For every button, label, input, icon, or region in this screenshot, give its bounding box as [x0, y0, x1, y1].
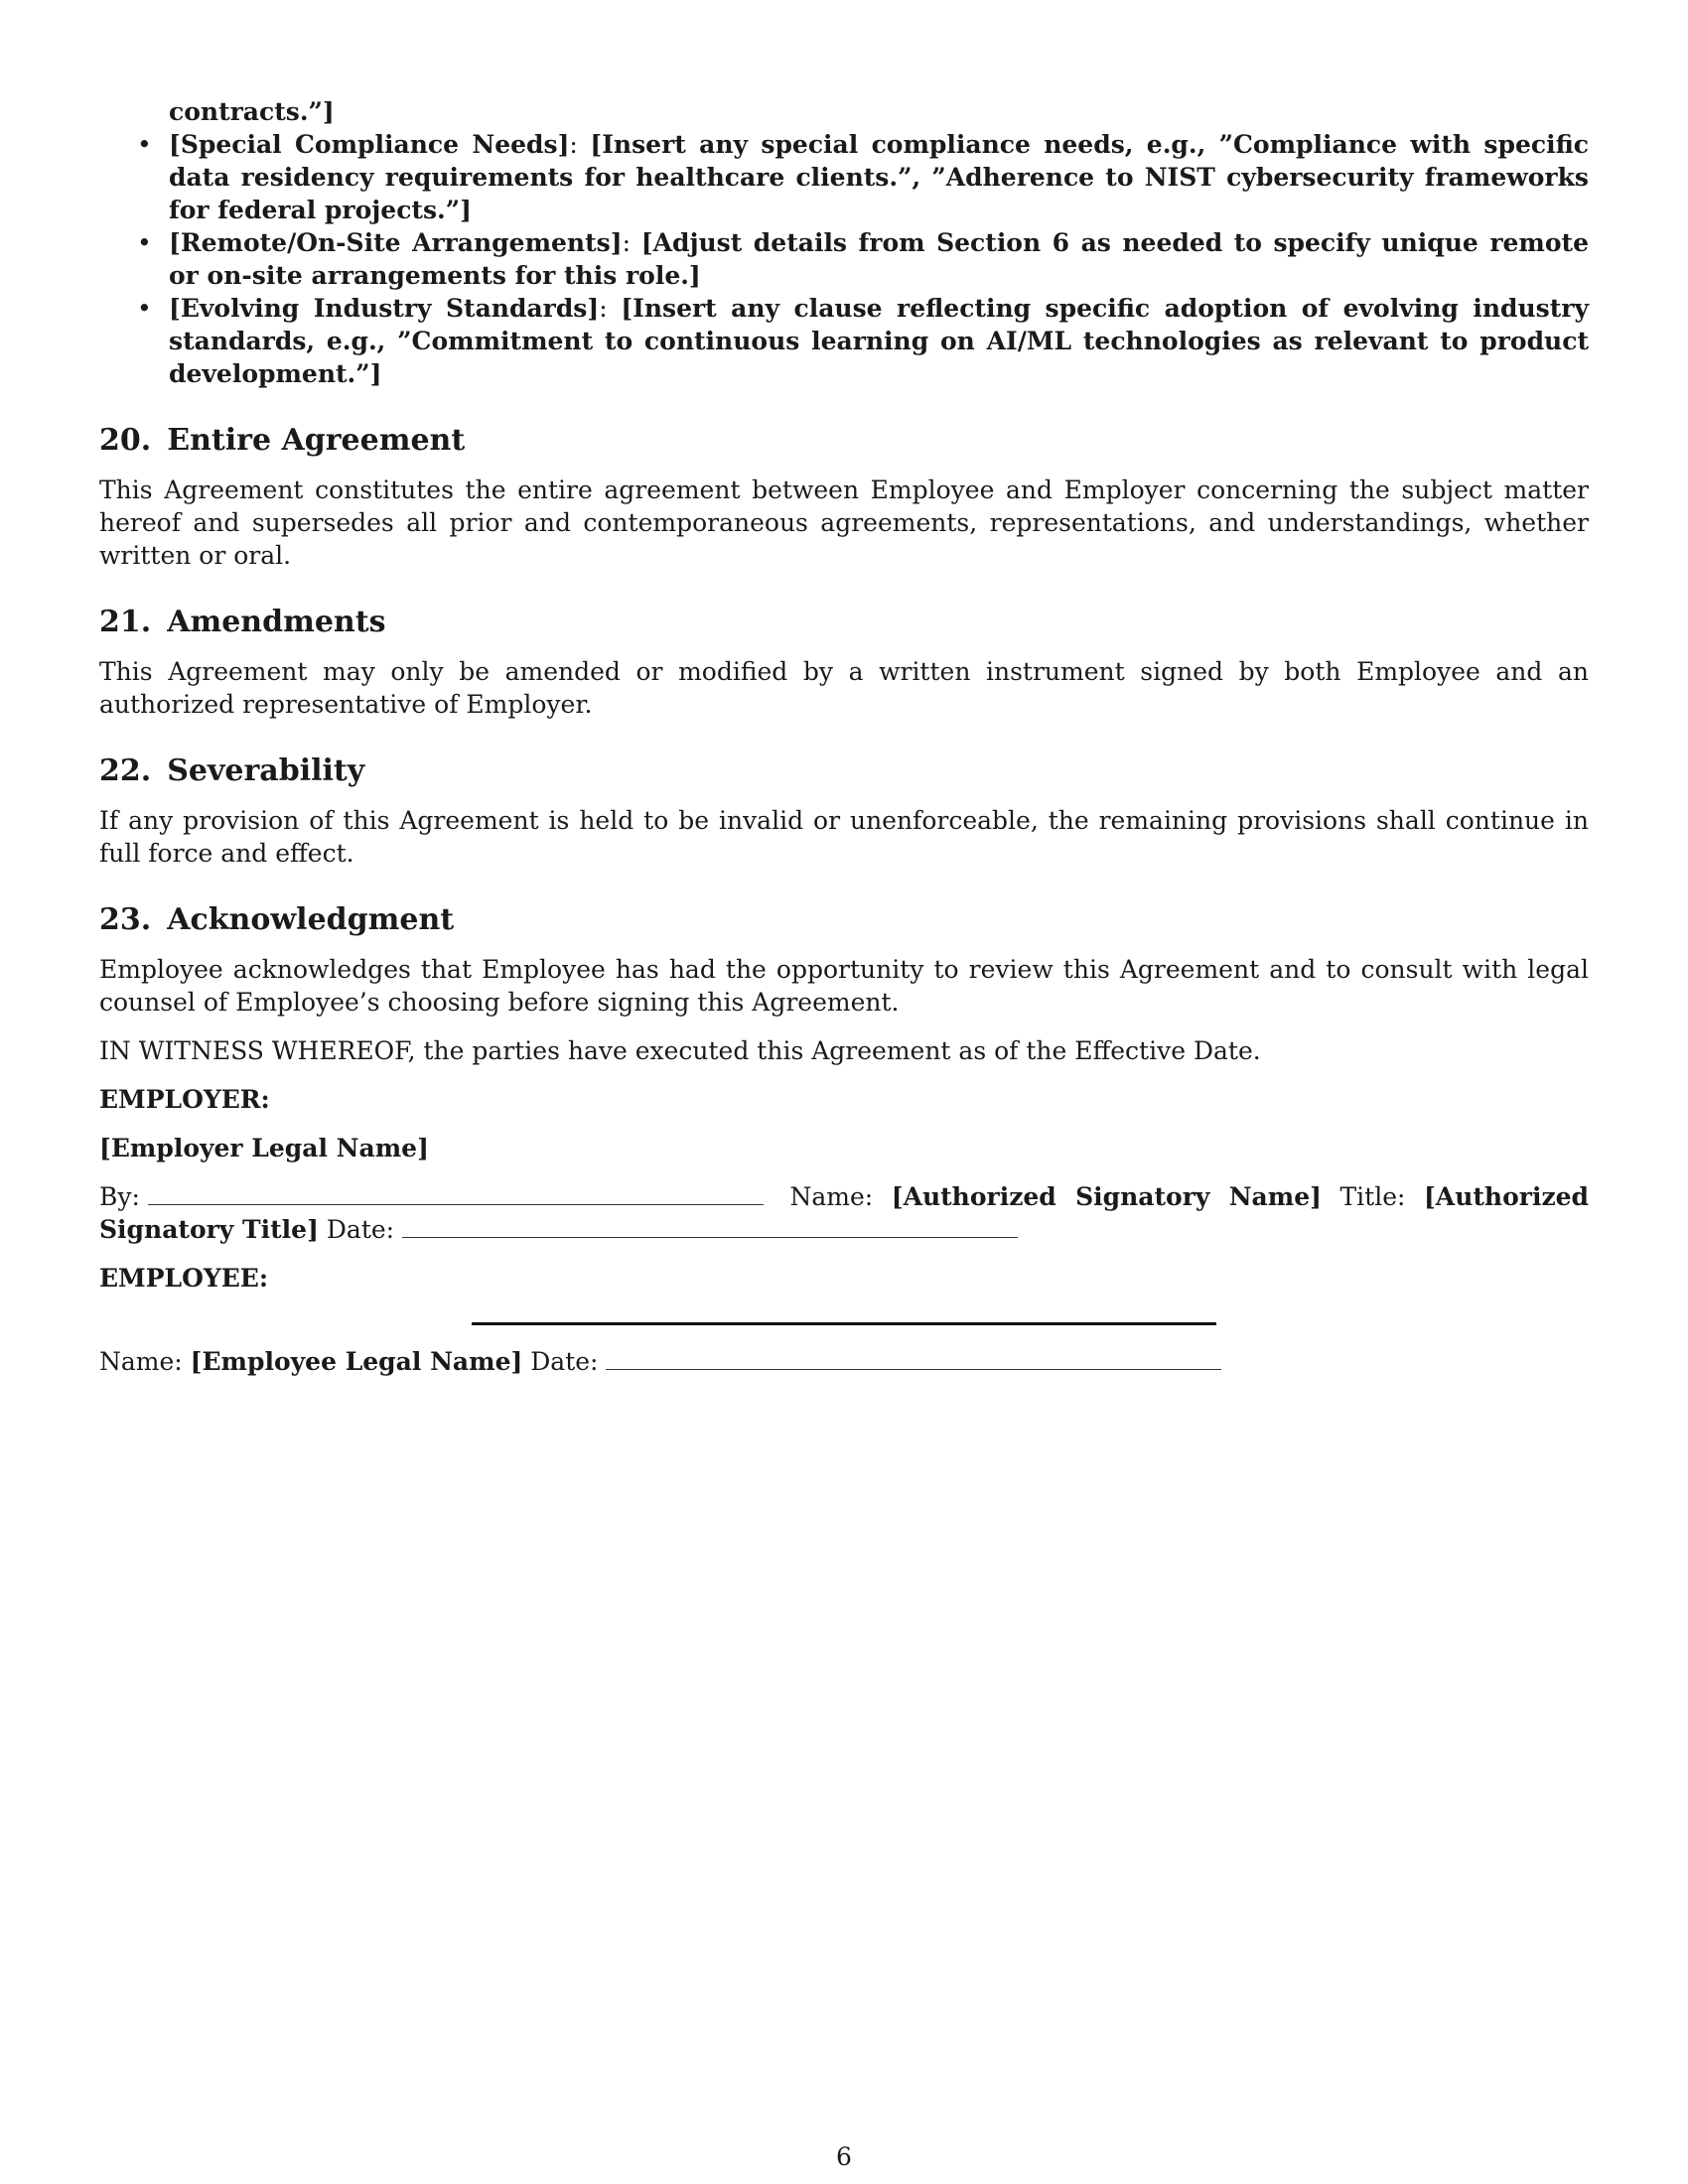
employer-date-line[interactable]	[402, 1236, 1018, 1238]
bullet-text: [Adjust details from Section 6 as needed to specify unique remote or on-site arrangements for this role.]	[169, 228, 1590, 290]
witness-statement: IN WITNESS WHEREOF, the parties have executed this Agreement as of the Effective Date.	[99, 1036, 1261, 1065]
employer-legal-name: [Employer Legal Name]	[99, 1134, 429, 1162]
bullet-label: [Special Compliance Needs]	[169, 130, 570, 159]
list-item: • [Evolving Industry Standards]: [Insert any clause reflecting specific adoption of evolving industry standards, e.g., ”Commitment to continuous learning on AI/ML technologies as relevant to product development.”]	[137, 294, 1589, 388]
bullet-text: [Insert any clause reflecting specific adoption of evolving industry standards, e.g., ”Commitment to continuous learning on AI/ML technologies as relevant to product development.”]	[169, 294, 1589, 388]
section-body-entire-agreement: This Agreement constitutes the entire agreement between Employee and Employer concerning the subject matter hereof and supersedes all prior and contemporaneous agreements, representations, and understandings, whether written or oral.	[99, 476, 1589, 570]
custom-terms-list	[99, 128, 1589, 390]
list-item: • [Remote/On-Site Arrangements]: [Adjust details from Section 6 as needed to specify unique remote or on-site arrangements for this role.]	[137, 228, 1590, 290]
bullet-icon: •	[137, 294, 152, 323]
section-heading-amendments: 21. Amendments	[99, 605, 386, 639]
continuation-text: contracts.”]	[169, 97, 335, 126]
bullet-label: [Evolving Industry Standards]	[169, 294, 600, 323]
list-item: • [Special Compliance Needs]: [Insert any special compliance needs, e.g., ”Compliance with specific data residency requirements for healthcare clients.”, ”Adherence to NIST cybersecurity frameworks for federal projects.”]	[137, 130, 1589, 224]
by-label: By:	[99, 1182, 140, 1211]
employer-signature-line[interactable]	[148, 1203, 764, 1205]
document-page	[99, 95, 1589, 1378]
date-label: Date:	[530, 1347, 599, 1376]
employer-signature-block	[99, 1180, 1589, 1246]
title-label: Title:	[1339, 1182, 1406, 1211]
employer-heading: EMPLOYER:	[99, 1085, 270, 1114]
employee-date-line[interactable]	[606, 1368, 1221, 1370]
employee-signature-line[interactable]	[472, 1322, 1216, 1325]
section-body-severability: If any provision of this Agreement is held to be invalid or unenforceable, the remaining provisions shall continue in full force and effect.	[99, 806, 1589, 868]
section-heading-severability: 22. Severability	[99, 753, 365, 788]
bullet-icon: •	[137, 130, 152, 159]
name-label: Name:	[789, 1182, 874, 1211]
employee-legal-name: [Employee Legal Name]	[190, 1347, 523, 1376]
bullet-icon: •	[137, 228, 152, 257]
section-heading-entire-agreement: 20. Entire Agreement	[99, 423, 466, 458]
section-body-amendments: This Agreement may only be amended or modified by a written instrument signed by both Employee and an authorized representative of Employer.	[99, 657, 1589, 719]
page-number: 6	[836, 2142, 852, 2171]
bullet-label: [Remote/On-Site Arrangements]	[169, 228, 623, 257]
date-label: Date:	[326, 1215, 395, 1244]
name-label: Name:	[99, 1347, 183, 1376]
employee-signature-block	[99, 1345, 1589, 1378]
signatory-title: [Authorized Signatory Title]	[99, 1182, 1590, 1244]
section-body-acknowledgment: Employee acknowledges that Employee has had the opportunity to review this Agreement and to consult with legal counsel of Employee’s choosing before signing this Agreement.	[99, 955, 1589, 1017]
signatory-name: [Authorized Signatory Name]	[891, 1182, 1322, 1211]
bullet-text: [Insert any special compliance needs, e.g., ”Compliance with specific data residency requirements for healthcare clients.”, ”Adherence to NIST cybersecurity frameworks for federal projects.”]	[169, 130, 1589, 224]
section-heading-acknowledgment: 23. Acknowledgment	[99, 902, 455, 937]
employee-heading: EMPLOYEE:	[99, 1264, 269, 1293]
